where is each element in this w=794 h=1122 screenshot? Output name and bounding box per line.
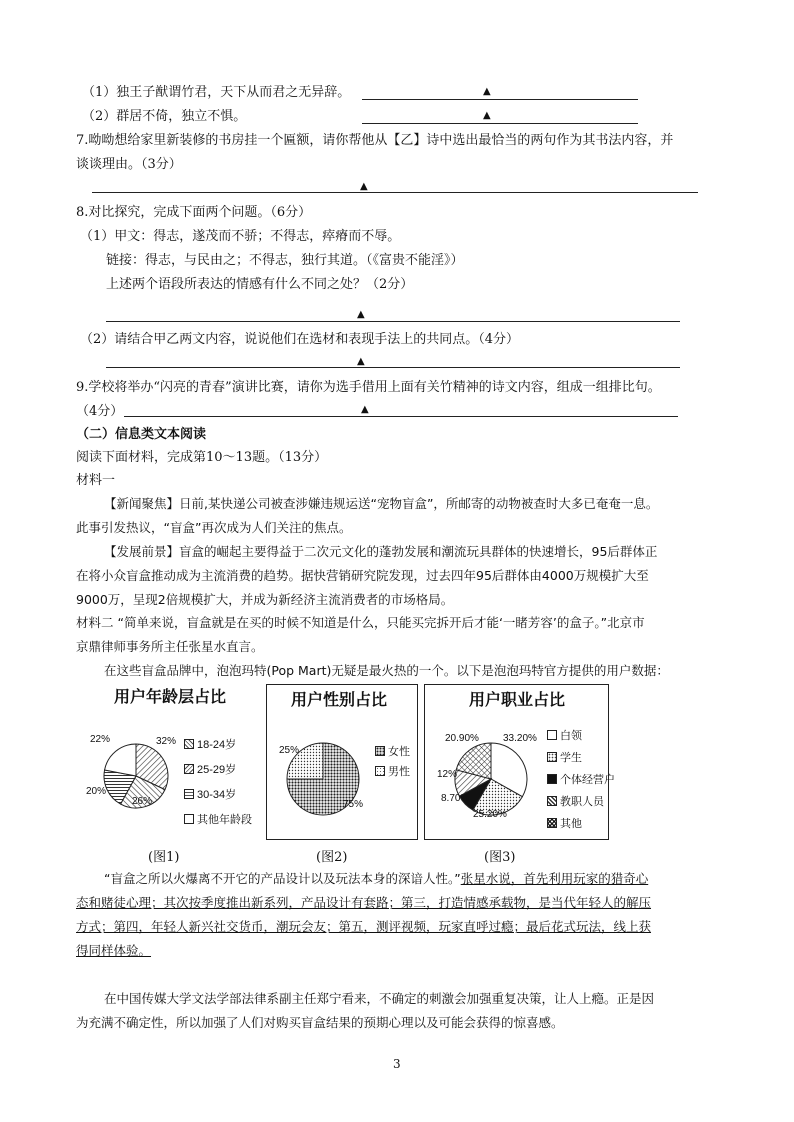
quote-line1	[104, 870, 648, 888]
age-legend-18-24: 18-24岁	[184, 736, 236, 752]
occupation-legend-white-collar: 白领	[547, 727, 582, 743]
question-6-1: （1）独王子猷谓竹君，天下从而君之无异辞。	[82, 85, 351, 100]
occupation-label-8-70: 8.70%	[441, 793, 470, 804]
answer-mark: ▲	[483, 110, 491, 121]
age-label-26: 26%	[132, 796, 153, 807]
quote-line1-b: 张星水说，首先利用玩家的猎奇心	[460, 871, 649, 886]
occupation-chart-title: 用户职业占比	[469, 692, 566, 709]
dev-paragraph-line3: 9000万，呈现2倍规模扩大，并成为新经济主流消费者的市场格局。	[76, 592, 454, 607]
gender-legend-male: 男性	[375, 763, 410, 779]
age-chart-title: 用户年龄层占比	[114, 689, 227, 706]
legend-swatch	[547, 752, 557, 762]
legend-swatch	[547, 730, 557, 740]
gender-pie	[267, 685, 417, 839]
answer-mark: ▲	[360, 181, 368, 192]
popmart-intro: 在这些盲盒品牌中，泡泡玛特(Pop Mart)无疑是最火热的一个。以下是泡泡玛特官方提供的用户数据：	[104, 663, 669, 678]
legend-swatch	[184, 739, 194, 749]
answer-line[interactable]	[106, 321, 680, 322]
section-title: （二）信息类文本阅读	[76, 427, 207, 442]
question-7-line2: 谈谈理由。（3分）	[76, 157, 182, 172]
age-legend-other: 其他年龄段	[184, 811, 252, 827]
occupation-legend-self-employed: 个体经营户	[547, 771, 615, 787]
question-8-1-jia: （1）甲文：得志，遂茂而不骄；不得志，瘁瘠而不辱。	[80, 229, 401, 244]
age-label-32: 32%	[156, 736, 177, 747]
material-1-label: 材料一	[76, 473, 116, 488]
figure-2-caption: (图2)	[316, 850, 348, 865]
question-9-line2: （4分）	[76, 404, 124, 419]
dev-paragraph-line1: 【发展前景】盲盒的崛起主要得益于二次元文化的蓬勃发展和潮流玩具群体的快速增长，95后群体正	[104, 544, 658, 559]
legend-swatch	[375, 746, 385, 756]
gender-label-25: 25%	[279, 745, 300, 756]
material-2-line2: 京鼎律师事务所主任张星水直言。	[76, 639, 264, 654]
occupation-legend-student: 学生	[547, 749, 582, 765]
answer-line[interactable]	[362, 99, 638, 100]
answer-line[interactable]	[362, 123, 638, 124]
figure-1-caption: (图1)	[148, 850, 180, 865]
gender-legend-female: 女性	[375, 743, 410, 759]
answer-line[interactable]	[92, 192, 698, 193]
gender-label-75: 75%	[343, 799, 364, 810]
legend-swatch	[547, 818, 557, 828]
page-number: 3	[393, 1057, 401, 1071]
legend-swatch	[375, 766, 385, 776]
legend-swatch	[184, 789, 194, 799]
answer-line[interactable]	[106, 367, 680, 368]
legend-swatch	[184, 814, 194, 824]
section-instruction: 阅读下面材料，完成第10～13题。（13分）	[76, 450, 328, 465]
news-paragraph-line1: 【新闻聚焦】日前,某快递公司被查涉嫌违规运送“宠物盲盒”，所邮寄的动物被查时大多已奄奄一息。	[104, 496, 659, 511]
question-9-line1: 9.学校将举办“闪亮的青春”演讲比赛，请你为选手借用上面有关竹精神的诗文内容，组成一组排比句。	[76, 380, 661, 395]
pie-slice-其他年龄段	[105, 744, 136, 776]
occupation-legend-other: 其他	[547, 815, 582, 831]
answer-mark: ▲	[357, 356, 365, 367]
age-label-20: 20%	[86, 786, 107, 797]
legend-swatch	[547, 774, 557, 784]
legend-swatch	[547, 796, 557, 806]
answer-mark: ▲	[357, 309, 365, 320]
age-legend-25-29: 25-29岁	[184, 761, 236, 777]
occupation-label-25-20: 25.20%	[473, 809, 507, 820]
legend-swatch	[184, 764, 194, 774]
answer-mark: ▲	[483, 86, 491, 97]
question-8-1-ask: 上述两个语段所表达的情感有什么不同之处？（2分）	[106, 277, 414, 292]
occupation-chart	[424, 684, 615, 840]
answer-mark: ▲	[361, 404, 369, 415]
question-8: 8.对比探究，完成下面两个问题。（6分）	[76, 205, 312, 220]
age-legend-30-34: 30-34岁	[184, 786, 236, 802]
question-6-2: （2）群居不倚，独立不惧。	[82, 109, 247, 124]
age-label-22: 22%	[90, 734, 111, 745]
question-8-2: （2）请结合甲乙两文内容，说说他们在选材和表现手法上的共同点。（4分）	[80, 332, 520, 347]
quote-line4: 得同样体验。	[76, 943, 152, 958]
question-7-line1: 7.呦呦想给家里新装修的书房挂一个匾额，请你帮他从【乙】诗中选出最恰当的两句作为其书法内容，并	[76, 133, 674, 148]
quote-line1-a: “盲盒之所以火爆离不开它的产品设计以及玩法本身的深谙人性。”	[104, 871, 461, 886]
answer-line[interactable]	[124, 416, 678, 417]
last-paragraph-line1: 在中国传媒大学文法学部法律系副主任郑宁看来，不确定的刺激会加强重复决策，让人上瘾。正是因	[104, 991, 655, 1006]
gender-chart-title: 用户性别占比	[291, 692, 388, 709]
gender-chart	[266, 684, 418, 840]
figure-3-caption: (图3)	[484, 850, 516, 865]
quote-line2: 态和赌徒心理；其次按季度推出新系列，产品设计有套路；第三，打造情感承载物，是当代年轻人的解压	[76, 895, 652, 910]
occupation-label-12: 12%	[437, 769, 458, 780]
age-chart	[80, 684, 266, 840]
question-8-1-link: 链接：得志，与民由之；不得志，独行其道。（《富贵不能淫》）	[106, 253, 464, 268]
occupation-label-33-20: 33.20%	[503, 733, 537, 744]
news-paragraph-line2: 此事引发热议，“盲盒”再次成为人们关注的焦点。	[76, 520, 352, 535]
last-paragraph-line2: 为充满不确定性，所以加强了人们对购买盲盒结果的预期心理以及可能会获得的惊喜感。	[76, 1015, 564, 1030]
dev-paragraph-line2: 在将小众盲盒推动成为主流消费的趋势。据快营销研究院发现，过去四年95后群体由4000万规模扩大至	[76, 568, 649, 583]
material-2-line1: 材料二 “简单来说，盲盒就是在买的时候不知道是什么，只能买完拆开后才能‘一睹芳容’的盒子。”北京市	[76, 615, 645, 630]
occupation-label-20-90: 20.90%	[445, 733, 479, 744]
quote-line3: 方式；第四，年轻人新兴社交货币，潮玩会友；第五，测评视频，玩家直呼过瘾；最后花式玩法，线上获	[76, 919, 652, 934]
occupation-legend-teacher: 教职人员	[547, 793, 604, 809]
